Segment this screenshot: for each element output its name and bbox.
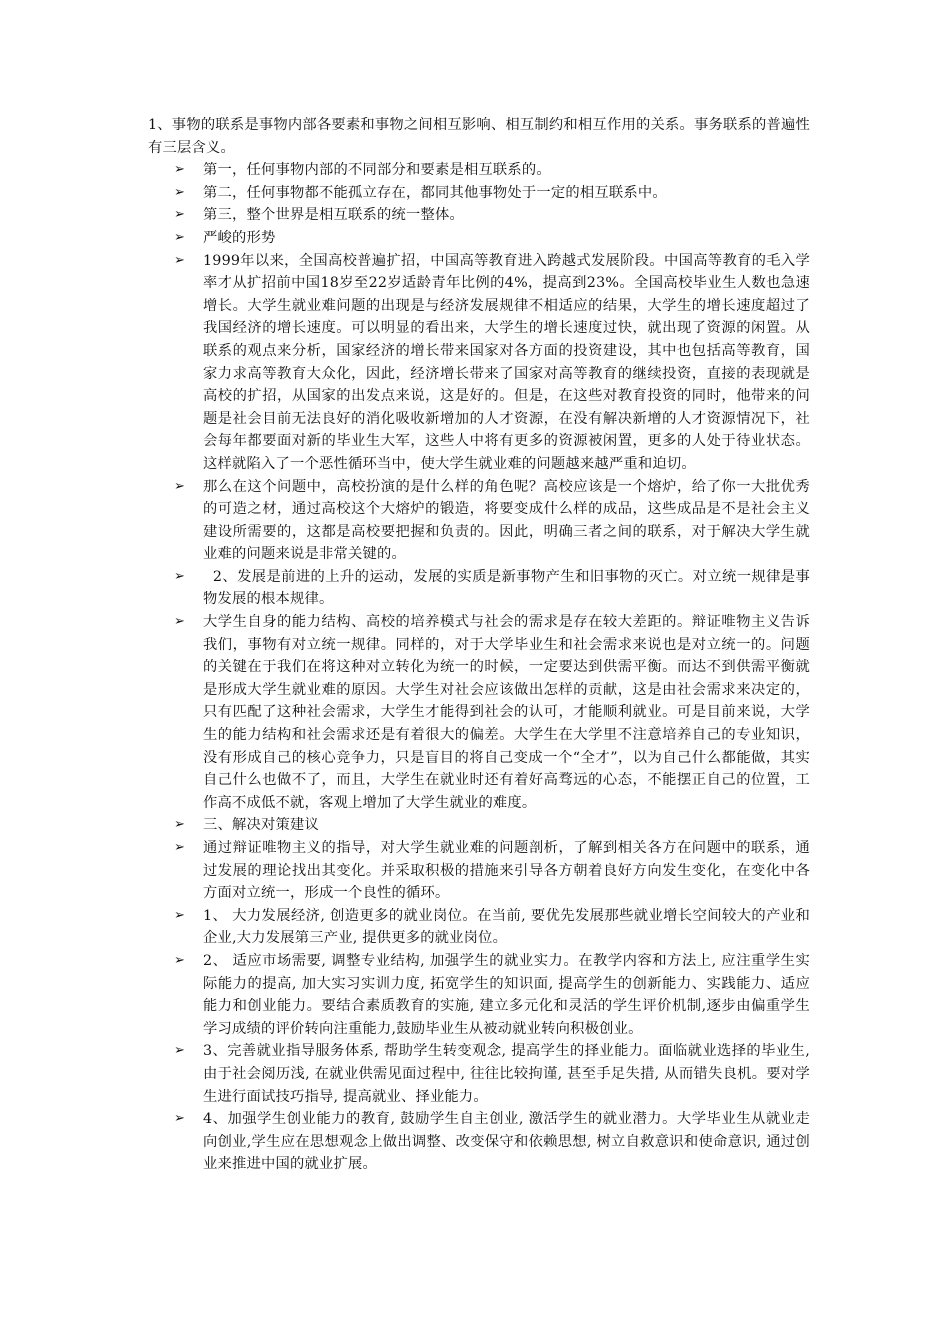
list-item-10 bbox=[148, 837, 810, 905]
list-item-text: 那么在这个问题中，高校扮演的是什么样的角色呢？高校应该是一个熔炉，给了你一大批优秀的可造之材，通过高校这个大熔炉的锻造，将要变成什么样的成品，这些成品是不是社会主义建设所需要的，这都是高校要把握和负责的。因此，明确三者之间的联系，对于解决大学生就业难的问题来说是非常关键的。 bbox=[203, 478, 810, 563]
document-body bbox=[148, 114, 810, 1176]
list-item-5 bbox=[148, 250, 810, 476]
intro-paragraph: 1、事物的联系是事物内部各要素和事物之间相互影响、相互制约和相互作用的关系。事务联系的普遍性有三层含义。 bbox=[148, 117, 810, 156]
list-item-2 bbox=[148, 182, 810, 205]
section-heading: 三、解决对策建议 bbox=[203, 817, 319, 834]
arrow-bullet-icon: ➢ bbox=[174, 817, 186, 833]
list-item-text: 第三，整个世界是相互联系的统一整体。 bbox=[203, 207, 464, 224]
list-item-11 bbox=[148, 905, 810, 950]
list-item-6 bbox=[148, 476, 810, 566]
list-item-12 bbox=[148, 950, 810, 1040]
list-item-7 bbox=[148, 566, 810, 611]
list-item-text: 3、完善就业指导服务体系, 帮助学生转变观念, 提高学生的择业能力。面临就业选择的毕业生,由于社会阅历浅, 在就业供需见面过程中, 往往比较拘谨, 甚至手足失措, 从而错失良机。要对学生进行面试技巧指导, 提高就业、择业能力。 bbox=[203, 1043, 810, 1105]
section-heading: 严峻的形势 bbox=[203, 229, 276, 246]
arrow-bullet-icon: ➢ bbox=[174, 478, 186, 494]
arrow-bullet-icon: ➢ bbox=[174, 907, 186, 923]
arrow-bullet-icon: ➢ bbox=[174, 252, 186, 268]
arrow-bullet-icon: ➢ bbox=[174, 840, 186, 855]
list-item-3 bbox=[148, 204, 810, 227]
list-item-text: 2、发展是前进的上升的运动，发展的实质是新事物产生和旧事物的灭亡。对立统一规律是事物发展的根本规律。 bbox=[203, 568, 810, 608]
list-item-text: 第二，任何事物都不能孤立存在，都同其他事物处于一定的相互联系中。 bbox=[203, 184, 667, 201]
list-item-1 bbox=[148, 159, 810, 182]
arrow-bullet-icon: ➢ bbox=[174, 614, 186, 630]
list-item-14 bbox=[148, 1108, 810, 1176]
list-item-4 bbox=[148, 227, 810, 250]
arrow-bullet-icon: ➢ bbox=[174, 568, 186, 584]
list-item-9 bbox=[148, 814, 810, 837]
list-item-text: 1、 大力发展经济, 创造更多的就业岗位。在当前, 要优先发展那些就业增长空间较大的产业和企业,大力发展第三产业, 提供更多的就业岗位。 bbox=[203, 907, 810, 947]
list-item-text: 4、加强学生创业能力的教育, 鼓励学生自主创业, 激活学生的就业潜力。大学毕业生从就业走向创业,学生应在思想观念上做出调整、改变保守和依赖思想, 树立自救意识和使命意识, 通过创业来推进中国的就业扩展。 bbox=[203, 1111, 810, 1173]
list-item-8 bbox=[148, 611, 810, 814]
arrow-bullet-icon: ➢ bbox=[174, 1043, 186, 1059]
list-item-text: 第一，任何事物内部的不同部分和要素是相互联系的。 bbox=[203, 162, 551, 179]
arrow-bullet-icon: ➢ bbox=[174, 162, 186, 178]
list-item-text: 大学生自身的能力结构、高校的培养模式与社会的需求是存在较大差距的。辩证唯物主义告诉我们，事物有对立统一规律。同样的，对于大学毕业生和社会需求来说也是对立统一的。问题的关键在于我们在将这种对立转化为统一的时候，一定要达到供需平衡。而达不到供需平衡就是形成大学生就业难的原因。大学生对社会应该做出怎样的贡献，这是由社会需求来决定的，只有匹配了这种社会需求，大学生才能得到社会的认可，才能顺利就业。可是目前来说，大学生的能力结构和社会需求还是有着很大的偏差。大学生在大学里不注意培养自己的专业知识，没有形成自己的核心竞争力，只是盲目的将自己变成一个“全才”，以为自己什么都能做，其实自己什么也做不了，而且，大学生在就业时还有着好高骛远的心态，不能摆正自己的位置，工作高不成低不就，客观上增加了大学生就业的难度。 bbox=[203, 614, 810, 811]
list-item-13 bbox=[148, 1040, 810, 1108]
arrow-bullet-icon: ➢ bbox=[174, 229, 186, 245]
arrow-bullet-icon: ➢ bbox=[174, 184, 186, 200]
arrow-bullet-icon: ➢ bbox=[174, 952, 186, 968]
list-item-text: 2、 适应市场需要, 调整专业结构, 加强学生的就业实力。在教学内容和方法上, 应注重学生实际能力的提高, 加大实习实训力度, 拓宽学生的知识面, 提高学生的创新能力、实践能力、适应能力和创业能力。要结合素质教育的实施, 建立多元化和灵活的学生评价机制,逐步由偏重学生学习成绩的评价转向注重能力,鼓励毕业生从被动就业转向积极创业。 bbox=[203, 952, 810, 1037]
list-item-text: 1999年以来，全国高校普遍扩招，中国高等教育进入跨越式发展阶段。中国高等教育的毛入学率才从扩招前中国18岁至22岁适龄青年比例的4%，提高到23%。全国高校毕业生人数也急速增长。大学生就业难问题的出现是与经济发展规律不相适应的结果，大学生的增长速度超过了我国经济的增长速度。可以明显的看出来，大学生的增长速度过快，就出现了资源的闲置。从联系的观点来分析，国家经济的增长带来国家对各方面的投资建设，其中也包括高等教育，国家力求高等教育大众化，因此，经济增长带来了国家对高等教育的继续投资，直接的表现就是高校的扩招，从国家的出发点来说，这是好的。但是，在这些对教育投资的同时，他带来的问题是社会目前无法良好的消化吸收新增加的人才资源，在没有解决新增的人才资源情况下，社会每年都要面对新的毕业生大军，这些人中将有更多的资源被闲置，更多的人处于待业状态。这样就陷入了一个恶性循环当中，使大学生就业难的问题越来越严重和迫切。 bbox=[203, 252, 810, 472]
arrow-bullet-icon: ➢ bbox=[174, 1111, 186, 1127]
list-item-text: 通过辩证唯物主义的指导，对大学生就业难的问题剖析，了解到相关各方在问题中的联系，通过发展的理论找出其变化。并采取积极的措施来引导各方朝着良好方向发生变化，在变化中各方面对立统一，形成一个良性的循环。 bbox=[203, 840, 810, 902]
arrow-bullet-icon: ➢ bbox=[174, 207, 186, 223]
